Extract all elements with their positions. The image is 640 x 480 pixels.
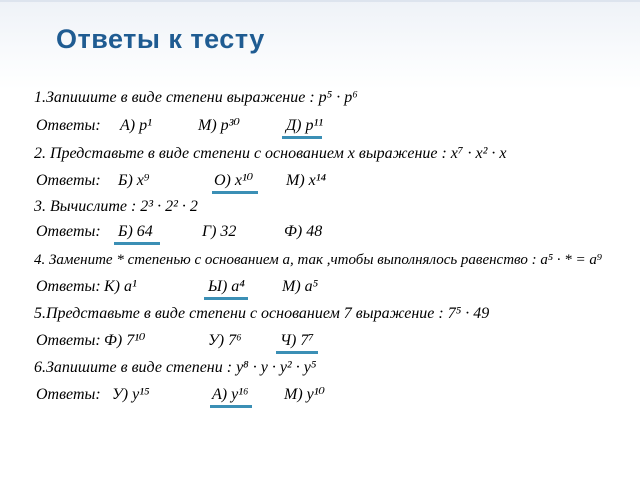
answer-option-4b: Ы) a⁴ <box>208 278 245 295</box>
answers-label-6: Ответы: <box>36 386 101 403</box>
answer-option-6a: У) y¹⁵ <box>112 386 150 403</box>
question-4: 4. Замените * степенью с основанием a, так ,чтобы выполнялось равенство : a⁵ · * = a⁹ <box>34 252 603 268</box>
answer-option-5a: Ф) 7¹⁰ <box>104 332 146 349</box>
answer-option-1a: А) p¹ <box>120 117 152 134</box>
answers-label-3: Ответы: <box>36 223 101 240</box>
correct-answer-underline-4 <box>204 297 248 300</box>
answer-option-6b: А) y¹⁶ <box>212 386 249 403</box>
correct-answer-underline-5 <box>276 351 318 354</box>
answer-option-2c: М) x¹⁴ <box>286 172 327 189</box>
correct-answer-underline-6 <box>210 405 252 408</box>
answers-label-2: Ответы: <box>36 172 101 189</box>
question-5: 5.Представьте в виде степени с основанием 7 выражение : 7⁵ · 49 <box>34 305 490 322</box>
question-3: 3. Вычислите : 2³ · 2² · 2 <box>34 198 198 215</box>
answer-option-1b: М) p³⁰ <box>198 117 240 134</box>
question-6: 6.Запишите в виде степени : y⁸ · y · y² · y⁵ <box>34 359 317 376</box>
answer-option-5c: Ч) 7⁷ <box>280 332 314 349</box>
answer-option-3c: Ф) 48 <box>284 223 323 240</box>
correct-answer-underline-2 <box>212 191 258 194</box>
header-divider <box>0 0 640 2</box>
answer-option-4c: М) a⁵ <box>282 278 319 295</box>
answers-label-4: Ответы: <box>36 278 101 295</box>
page-title: Ответы к тесту <box>56 24 265 54</box>
answer-option-1c: Д) p¹¹ <box>286 117 324 134</box>
question-1: 1.Запишите в виде степени выражение : p⁵ · p⁶ <box>34 89 358 106</box>
answer-option-4a: К) a¹ <box>104 278 137 295</box>
answer-option-2b: О) x¹⁰ <box>214 172 254 189</box>
question-2: 2. Представьте в виде степени с основанием x выражение : x⁷ · x² · x <box>34 145 507 162</box>
answer-option-6c: М) y¹⁰ <box>284 386 325 403</box>
correct-answer-underline-1 <box>282 136 322 139</box>
answers-label-5: Ответы: <box>36 332 101 349</box>
answer-option-3b: Г) 32 <box>202 223 237 240</box>
answer-option-3a: Б) 64 <box>118 223 153 240</box>
answer-option-5b: У) 7⁶ <box>208 332 242 349</box>
answers-label-1: Ответы: <box>36 117 101 134</box>
answer-option-2a: Б) x⁹ <box>118 172 150 189</box>
correct-answer-underline-3 <box>114 242 160 245</box>
